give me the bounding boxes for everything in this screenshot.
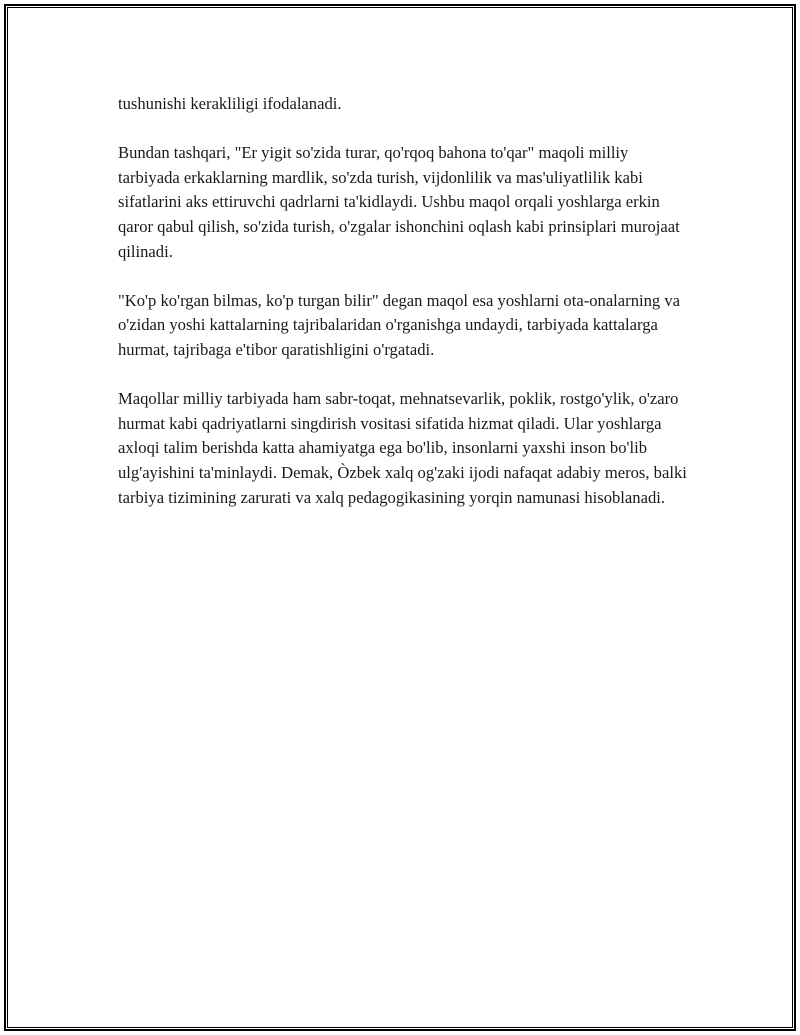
- paragraph-kop-korgan-proverb: "Ko'p ko'rgan bilmas, ko'p turgan bilir" degan maqol esa yoshlarni ota-onalarning va o'zidan yoshi kattalarning tajribalaridan o'rganishga undaydi, tarbiyada kattalarga hurmat, tajribaga e'tibor qaratishligini o'rgatadi.: [118, 290, 680, 359]
- paragraph-er-yigit-proverb: Bundan tashqari, "Er yigit so'zida turar, qo'rqoq bahona to'qar" maqoli milliy tarbiyada erkaklarning mardlik, so'zda turish, vijdonlilik va mas'uliyatlilik kabi sifatlarini aks ettiruvchi qadrlarni ta'kidlaydi. Ushbu maqol orqali yoshlarga erkin qaror qabul qilish, so'zida turish, o'zgalar ishonchini oqlash kabi prinsiplari murojaat qilinadi.: [118, 143, 680, 261]
- paragraph-continuation: tushunishi kerakliligi ifodalanadi.: [118, 94, 342, 113]
- document-body: [118, 92, 688, 535]
- paragraph-conclusion: Maqollar milliy tarbiyada ham sabr-toqat, mehnatsevarlik, poklik, rostgo'ylik, o'zaro hurmat kabi qadriyatlarni singdirish vositasi sifatida hizmat qiladi. Ular yoshlarga axloqi talim berishda katta ahamiyatga ega bo'lib, insonlarni yaxshi inson bo'lib ulg'ayishini ta'minlaydi. Demak, Òzbek xalq og'zaki ijodi nafaqat adabiy meros, balki tarbiya tizimining zarurati va xalq pedagogikasining yorqin namunasi hisoblanadi.: [118, 389, 687, 507]
